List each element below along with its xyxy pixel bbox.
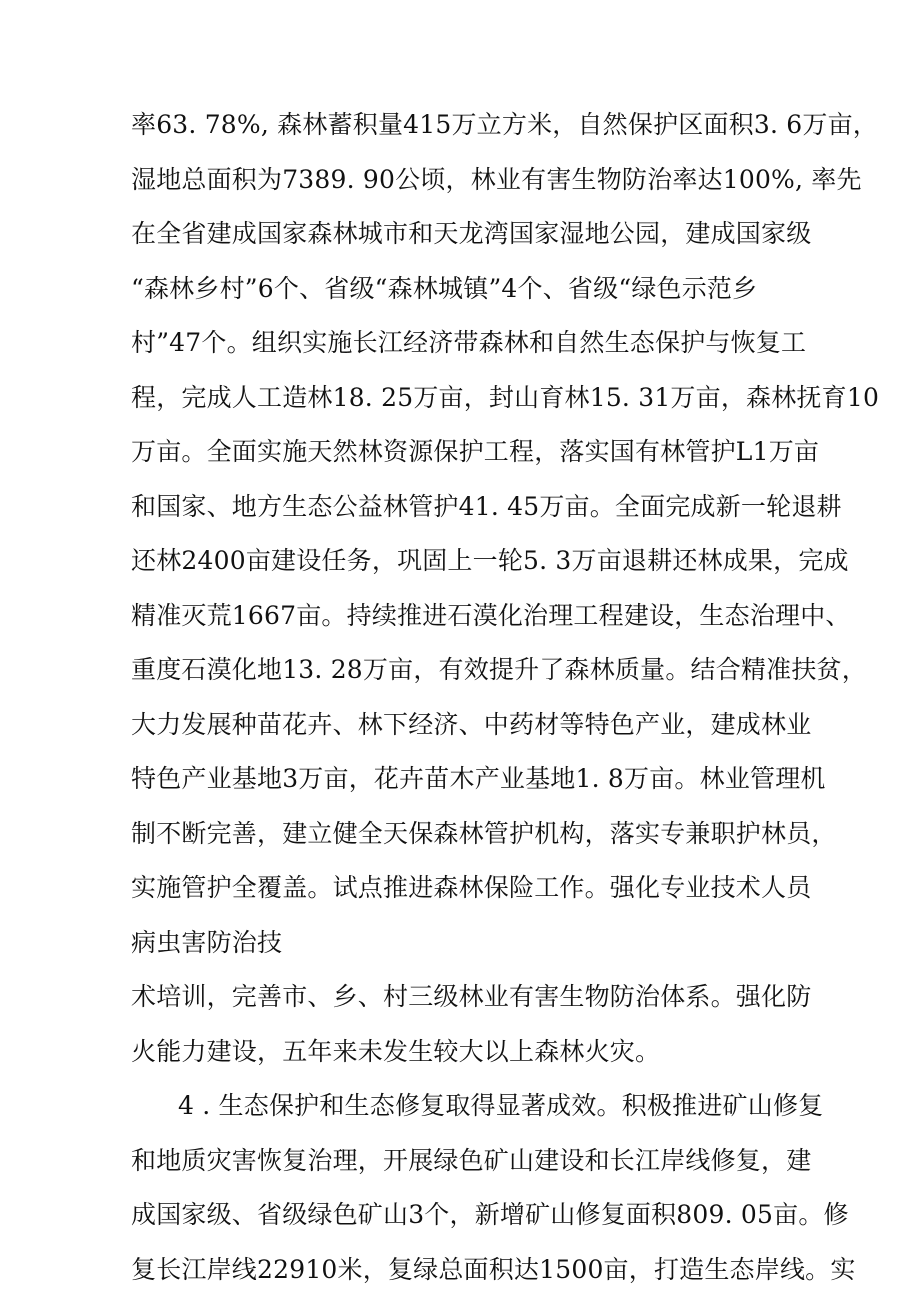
text-line: 重度石漠化地13. 28万亩，有效提升了森林质量。结合精准扶贫， [131,655,867,684]
text-line: 制不断完善，建立健全天保森林管护机构，落实专兼职护林员， [131,818,837,848]
text-line: 还林2400亩建设任务，巩固上一轮5. 3万亩退耕还林成果，完成 [131,546,849,575]
text-line: 大力发展种苗花卉、林下经济、中药材等特色产业，建成林业 [131,709,812,739]
text-line: 率63. 78%, 森林蓄积量415万立方米，自然保护区面积3. 6万亩， [131,110,878,139]
text-line: 精准灭荒1667亩。持续推进石漠化治理工程建设，生态治理中、 [131,600,851,630]
text-line: 和地质灾害恢复治理，开展绿色矿山建设和长江岸线修复，建 [131,1145,812,1175]
text-line: 程，完成人工造林18. 25万亩，封山育林15. 31万亩，森林抚育10 [131,382,880,412]
text-line: 村”47个。组织实施长江经济带森林和自然生态保护与恢复工 [131,328,807,357]
text-line: 和国家、地方生态公益林管护41. 45万亩。全面完成新一轮退耕 [131,491,842,521]
text-line: 特色产业基地3万亩，花卉苗木产业基地1. 8万亩。林业管理机 [131,764,826,793]
text-line: 火能力建设，五年来未发生较大以上森林火灾。 [131,1036,661,1066]
text-line: 病虫害防治技 [131,927,283,957]
text-line: 实施管护全覆盖。试点推进森林保险工作。强化专业技术人员 [131,873,812,902]
text-line: 湿地总面积为7389. 90公顷，林业有害生物防治率达100%, 率先 [131,164,862,194]
text-line: 在全省建成国家森林城市和天龙湾国家湿地公园，建成国家级 [131,219,812,248]
text-line: “森林乡村”6个、省级“森林城镇”4个、省级“绿色示范乡 [131,273,758,303]
paragraph-start-line: 4 . 生态保护和生态修复取得显著成效。积极推进矿山修复 [178,1091,824,1120]
text-line: 复长江岸线22910米，复绿总面积达1500亩，打造生态岸线。实 [131,1254,856,1284]
text-line: 成国家级、省级绿色矿山3个，新增矿山修复面积809. 05亩。修 [131,1200,849,1229]
text-line: 万亩。全面实施天然林资源保护工程，落实国有林管护L1万亩 [131,437,820,466]
text-line: 术培训，完善市、乡、村三级林业有害生物防治体系。强化防 [131,982,812,1011]
body-text [131,98,880,1297]
